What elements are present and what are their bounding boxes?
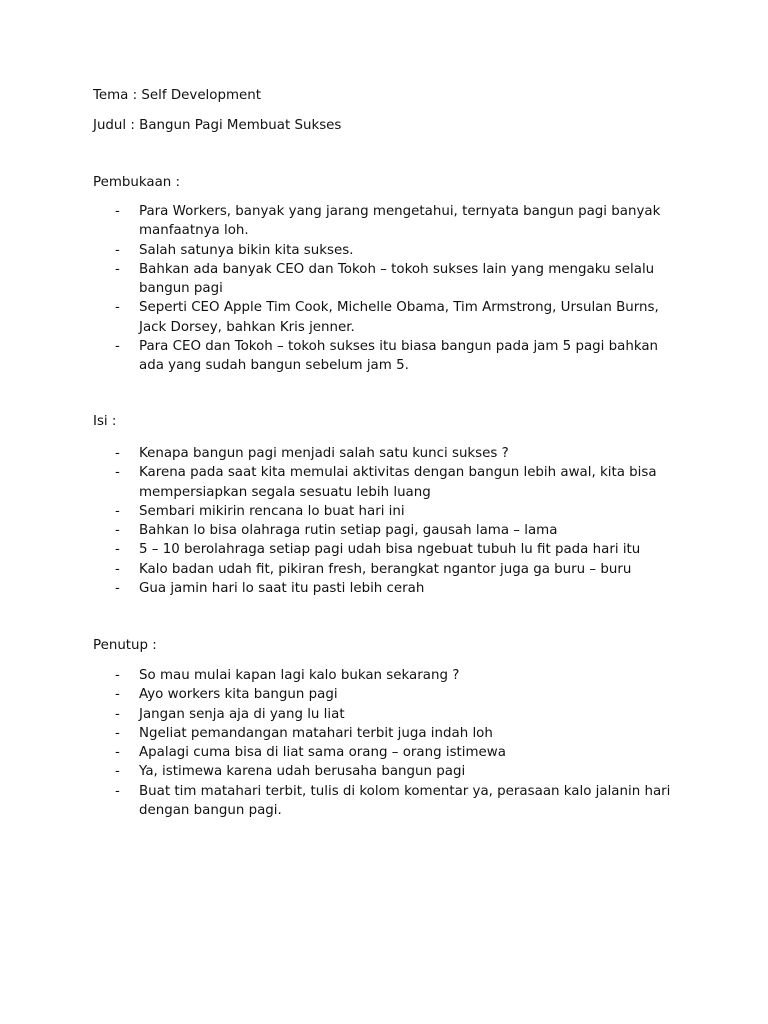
list-item — [0, 202, 679, 241]
list-item-text: Salah satunya bikin kita sukses. — [139, 242, 354, 258]
dash-marker: - — [115, 783, 120, 799]
title-line: Judul : Bangun Pagi Membuat Sukses — [93, 118, 342, 133]
list-item-text: So mau mulai kapan lagi kalo bukan sekarang ? — [139, 668, 460, 683]
dash-marker: - — [115, 687, 120, 703]
list-item — [0, 337, 679, 376]
list-item-text: Para CEO dan Tokoh – tokoh sukses itu biasa bangun pada jam 5 pagi bahkan ada yang sudah bangun sebelum jam 5. — [139, 339, 659, 374]
dash-marker: - — [115, 242, 120, 258]
list-item-text: Buat tim matahari terbit, tulis di kolom komentar ya, perasaan kalo jalanin hari dengan bangun pagi. — [139, 783, 671, 819]
dash-marker: - — [115, 339, 120, 355]
dash-marker: - — [115, 706, 120, 722]
list-item — [0, 298, 679, 337]
opening-list — [0, 202, 768, 376]
list-item — [0, 463, 679, 502]
dash-marker: - — [115, 668, 120, 683]
closing-list — [0, 666, 768, 820]
opening-heading: Pembukaan : — [93, 175, 181, 190]
list-item — [0, 685, 679, 704]
content-heading: Isi : — [93, 414, 117, 429]
list-item — [0, 705, 679, 724]
dash-marker: - — [115, 764, 120, 780]
closing-heading: Penutup : — [93, 638, 157, 653]
list-item-text: Sembari mikirin rencana lo buat hari ini — [139, 503, 405, 519]
dash-marker: - — [115, 261, 120, 277]
list-item — [0, 540, 679, 559]
list-item — [0, 521, 679, 540]
list-item — [0, 260, 679, 299]
dash-marker: - — [115, 300, 120, 316]
list-item — [0, 241, 679, 260]
list-item — [0, 762, 679, 781]
dash-marker: - — [115, 581, 120, 597]
list-item — [0, 502, 679, 521]
list-item — [0, 666, 679, 685]
list-item — [0, 782, 679, 821]
list-item-text: Ayo workers kita bangun pagi — [139, 687, 338, 703]
list-item-text: Seperti CEO Apple Tim Cook, Michelle Obama, Tim Armstrong, Ursulan Burns, Jack Dorsey, bahkan Kris jenner. — [139, 300, 659, 335]
list-item — [0, 743, 679, 762]
list-item-text: Bahkan ada banyak CEO dan Tokoh – tokoh sukses lain yang mengaku selalu bangun pagi — [139, 261, 655, 297]
list-item-text: Para Workers, banyak yang jarang mengetahui, ternyata bangun pagi banyak manfaatnya loh. — [139, 204, 661, 239]
list-item — [0, 579, 679, 598]
dash-marker: - — [115, 204, 120, 219]
dash-marker: - — [115, 561, 120, 577]
content-list — [0, 444, 768, 598]
list-item-text: Kenapa bangun pagi menjadi salah satu kunci sukses ? — [139, 446, 509, 461]
list-item-text: Bahkan lo bisa olahraga rutin setiap pagi, gausah lama – lama — [139, 523, 558, 539]
dash-marker: - — [115, 503, 120, 519]
list-item-text: Ngeliat pemandangan matahari terbit juga indah loh — [139, 725, 493, 741]
list-item — [0, 724, 679, 743]
list-item-text: Karena pada saat kita memulai aktivitas dengan bangun lebih awal, kita bisa mempersiapkan segala sesuatu lebih luang — [139, 465, 657, 500]
dash-marker: - — [115, 465, 120, 481]
list-item-text: Apalagi cuma bisa di liat sama orang – orang istimewa — [139, 745, 506, 761]
list-item-text: Gua jamin hari lo saat itu pasti lebih cerah — [139, 581, 425, 597]
theme-line: Tema : Self Development — [93, 88, 261, 103]
list-item-text: Ya, istimewa karena udah berusaha bangun pagi — [139, 764, 466, 780]
dash-marker: - — [115, 745, 120, 761]
dash-marker: - — [115, 446, 120, 461]
dash-marker: - — [115, 523, 120, 539]
list-item-text: 5 – 10 berolahraga setiap pagi udah bisa ngebuat tubuh lu fit pada hari itu — [139, 542, 641, 558]
list-item — [0, 444, 679, 463]
list-item-text: Jangan senja aja di yang lu liat — [139, 706, 345, 722]
list-item — [0, 560, 679, 579]
list-item-text: Kalo badan udah fit, pikiran fresh, berangkat ngantor juga ga buru – buru — [139, 561, 632, 577]
dash-marker: - — [115, 725, 120, 741]
dash-marker: - — [115, 542, 120, 558]
